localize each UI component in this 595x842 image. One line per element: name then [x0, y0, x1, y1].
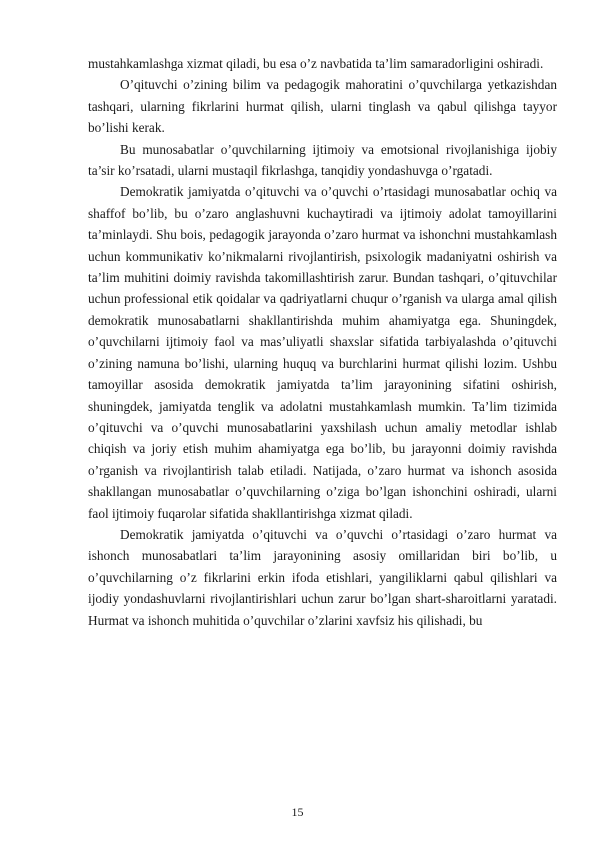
- body-text: [88, 53, 557, 631]
- paragraph: O’qituvchi o’zining bilim va pedagogik mahoratini o’quvchilarga yetkazishdan tashqari, ularning fikrlarini hurmat qilish, ularni tinglash va qabul qilishga tayyor bo’lishi kerak.: [88, 77, 557, 136]
- paragraph: Bu munosabatlar o’quvchilarning ijtimoiy va emotsional rivojlanishiga ijobiy ta’sir ko’rsatadi, ularni mustaqil fikrlashga, tanqidiy yondashuvga o’rgatadi.: [88, 141, 557, 179]
- paragraph: Demokratik jamiyatda o’qituvchi va o’quvchi o’rtasidagi munosabatlar ochiq va shaffof bo’lib, bu o’zaro anglashuvni kuchaytiradi va ijtimoiy adolat tamoyillarini ta’minlaydi. Shu bois, pedagogik jarayonda o’zaro hurmat va ishonchni mustahkamlash uchun kommunikativ ko’nikmalarni rivojlantirish, psixologik madaniyatni oshirish va ta’lim muhitini doimiy ravishda takomillashtirish zarur. Bundan tashqari, o’qituvchilar uchun professional etik qoidalar va qadriyatlarni chuqur o’rganish va ularga amal qilish demokratik munosabatlarni shakllantirishda muhim ahamiyatga ega. Shuningdek, o’quvchilarni ijtimoiy faol va mas’uliyatli shaxslar sifatida tarbiyalashda o’qituvchi o’zining namuna bo’lishi, ularning huquq va burchlarini hurmat qilishi lozim. Ushbu tamoyillar asosida demokratik jamiyatda ta’lim jarayonining sifatini oshirish, shuningdek, jamiyatda tenglik va adolatni mustahkamlash mumkin. Ta’lim tizimida o’qituvchi va o’quvchi munosabatlarini yaxshilash uchun amaliy metodlar ishlab chiqish va joriy etish muhim ahamiyatga ega bo’lib, bu jarayonni doimiy ravishda o’rganish va rivojlantirish talab etiladi. Natijada, o’zaro hurmat va ishonch asosida shakllangan munosabatlar o’quvchilarning o’ziga bo’lgan ishonchini oshiradi, ularni faol ijtimoiy fuqarolar sifatida shakllantirishga xizmat qiladi.: [88, 184, 557, 521]
- paragraph: Demokratik jamiyatda o’qituvchi va o’quvchi o’rtasidagi o’zaro hurmat va ishonch munosabatlari ta’lim jarayonining asosiy omillaridan biri bo’lib, u o’quvchilarning o’z fikrlarini erkin ifoda etishlari, yangiliklarni qabul qilishlari va ijodiy yondashuvlarni rivojlantirishlari uchun zarur bo’lgan shart-sharoitlarni yaratadi. Hurmat va ishonch muhitida o’quvchilar o’zlarini xavfsiz his qilishadi, bu: [88, 526, 557, 628]
- page-number: 15: [291, 805, 304, 819]
- paragraph-continuation: mustahkamlashga xizmat qiladi, bu esa o’z navbatida ta’lim samaradorligini oshiradi.: [88, 56, 544, 71]
